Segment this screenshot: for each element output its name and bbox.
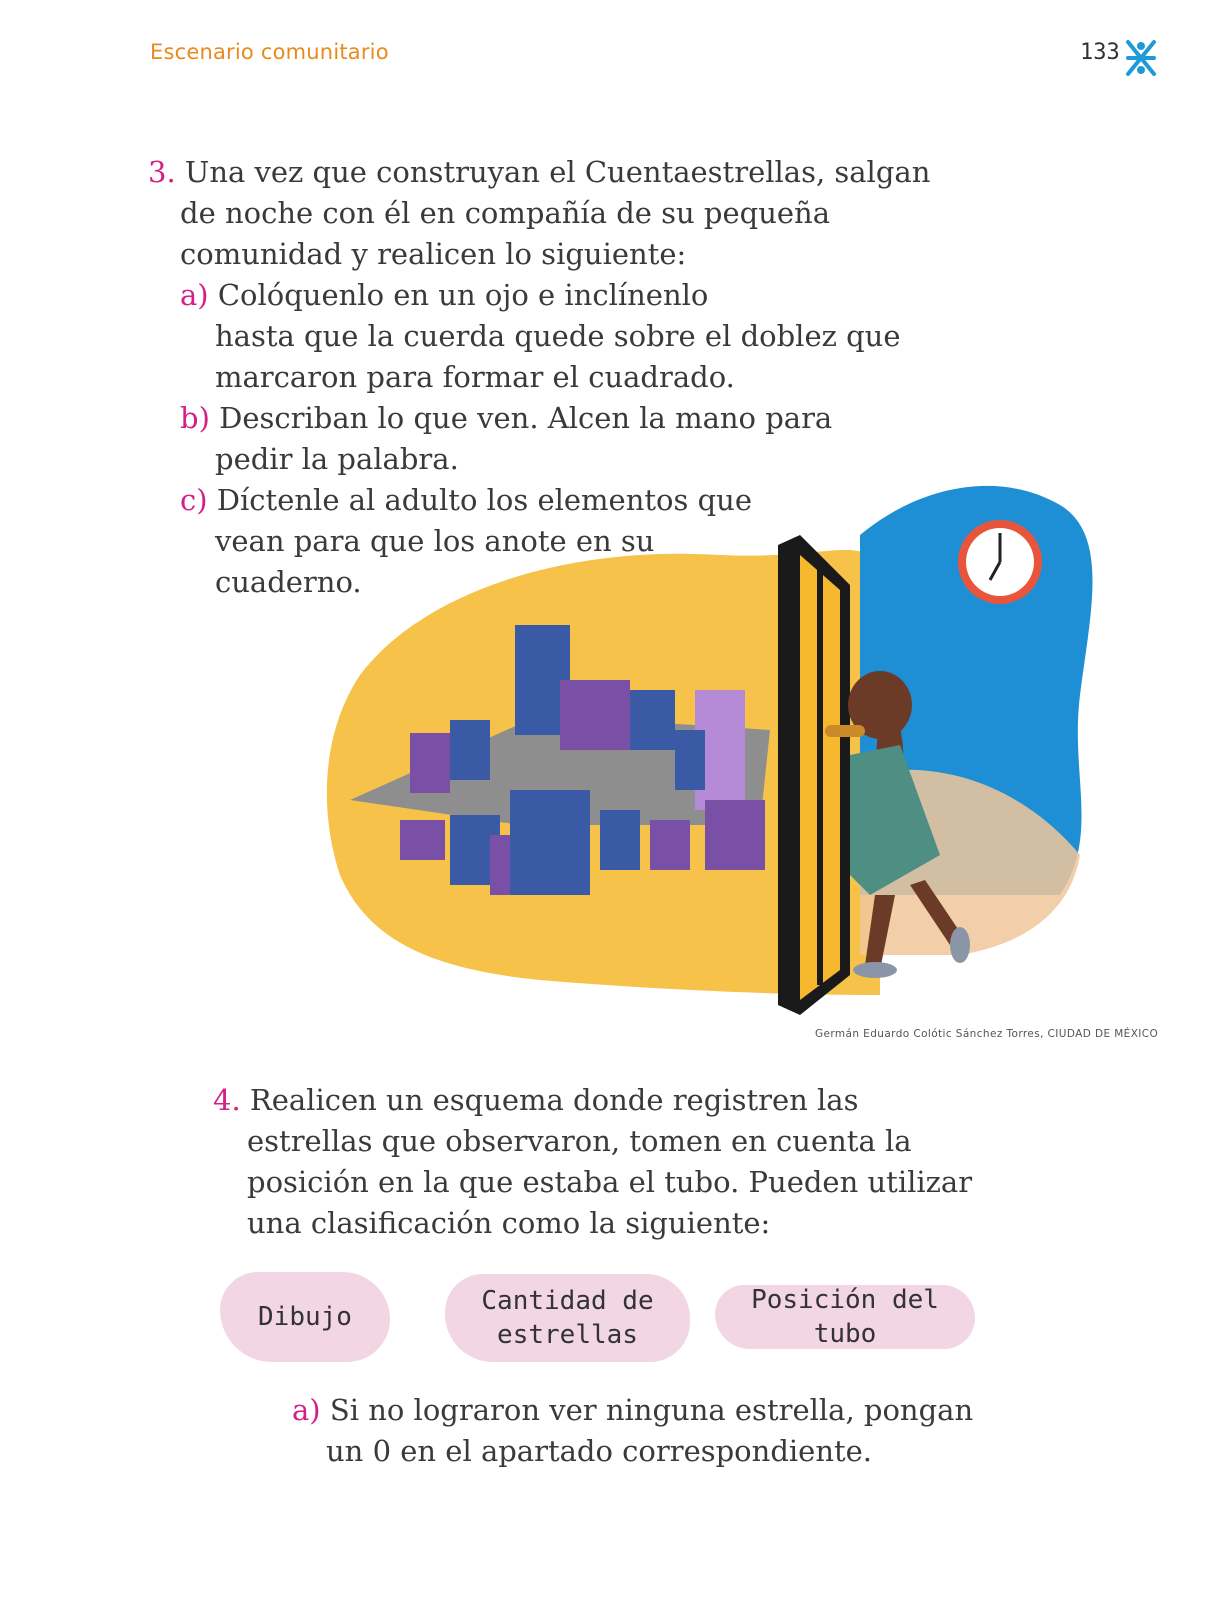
- activity-3-number: 3.: [148, 155, 176, 189]
- item-b-line: pedir la palabra.: [215, 442, 459, 476]
- star-counter-frame: [778, 535, 850, 1015]
- activity-4-item-a-line: a) Si no lograron ver ninguna estrella, pongan: [292, 1393, 974, 1427]
- item-c-line: vean para que los anote en su: [215, 524, 655, 558]
- illustration-credit: Germán Eduardo Colótic Sánchez Torres, CIUDAD DE MÉXICO: [815, 1028, 1159, 1040]
- activity-3-line: 3. Una vez que construyan el Cuentaestrellas, salgan: [148, 155, 931, 189]
- tag-cantidad-estrellas: Cantidad de estrellas: [445, 1274, 690, 1362]
- clock-icon: [958, 520, 1042, 604]
- item-a-line: hasta que la cuerda quede sobre el doblez que: [215, 319, 901, 353]
- activity-4-line: estrellas que observaron, tomen en cuenta la: [247, 1124, 912, 1158]
- page-number: 133: [1080, 40, 1120, 65]
- activity-3-line: comunidad y realicen lo siguiente:: [180, 237, 687, 271]
- item-c-line: cuaderno.: [215, 565, 362, 599]
- section-title: Escenario comunitario: [150, 40, 389, 64]
- item-c: c) Díctenle al adulto los elementos que: [180, 483, 753, 517]
- activity-4-item-a: [292, 1390, 973, 1472]
- item-b: b) Describan lo que ven. Alcen la mano para: [180, 401, 833, 435]
- item-a-line: marcaron para formar el cuadrado.: [215, 360, 735, 394]
- activity-4: [213, 1080, 972, 1244]
- activity-4-line: posición en la que estaba el tubo. Pueden utilizar: [247, 1165, 973, 1199]
- item-b-letter: b): [180, 401, 210, 435]
- tag-posicion-tubo: Posición del tubo: [715, 1285, 975, 1349]
- activity-4-line: 4. Realicen un esquema donde registren las: [213, 1083, 859, 1117]
- activity-4-number: 4.: [213, 1083, 241, 1117]
- activity-3-line: de noche con él en compañía de su pequeña: [180, 196, 831, 230]
- item-c-letter: c): [180, 483, 208, 517]
- item-a-letter: a): [180, 278, 209, 312]
- book-logo-icon: [1124, 38, 1158, 78]
- item-a: a) Colóquenlo en un ojo e inclínenlo: [180, 278, 709, 312]
- tag-dibujo: Dibujo: [220, 1272, 390, 1362]
- activity-4-line: una clasificación como la siguiente:: [247, 1206, 771, 1240]
- activity-4-item-a-line: un 0 en el apartado correspondiente.: [326, 1434, 873, 1468]
- activity-4-item-a-letter: a): [292, 1393, 321, 1427]
- illustration-city-telescope: [300, 475, 1140, 1040]
